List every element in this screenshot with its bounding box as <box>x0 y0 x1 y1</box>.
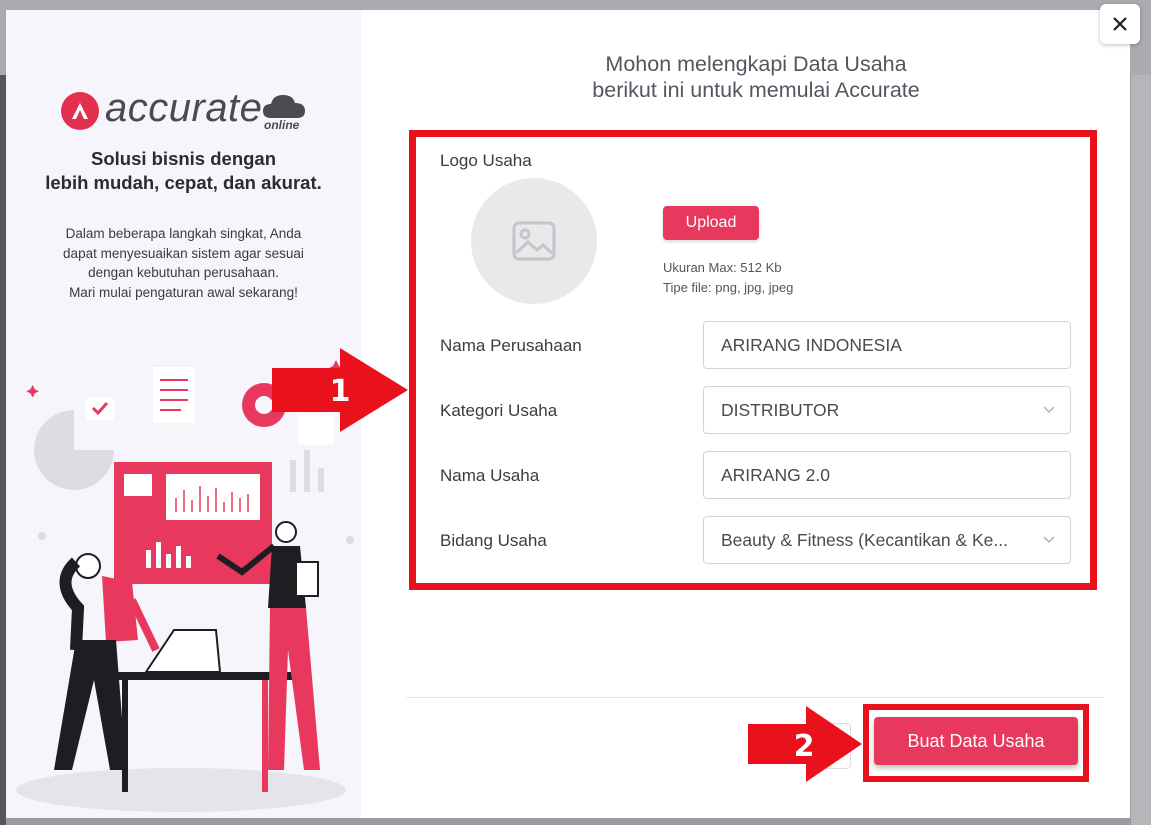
step-1-number: 1 <box>329 374 351 409</box>
background-right-panel <box>1131 75 1151 825</box>
company-name-input[interactable] <box>703 321 1071 369</box>
logo-placeholder[interactable] <box>471 178 597 304</box>
close-button[interactable] <box>1100 4 1140 44</box>
brand-subtitle: online <box>264 118 300 132</box>
cloud-icon <box>261 92 307 120</box>
upload-note <box>663 258 793 298</box>
footer-divider <box>406 697 1104 698</box>
business-category-label: Kategori Usaha <box>440 401 558 420</box>
desc-line-1: Dalam beberapa langkah singkat, Anda <box>65 226 302 241</box>
business-category-select[interactable] <box>703 386 1071 434</box>
intro-description <box>6 224 361 302</box>
modal-right-panel <box>361 10 1130 818</box>
chevron-down-icon <box>1042 402 1056 416</box>
desc-line-4: Mari mulai pengaturan awal sekarang! <box>69 284 298 300</box>
business-category-value: DISTRIBUTOR <box>721 399 840 420</box>
brand-logo <box>61 82 311 142</box>
business-name-label: Nama Usaha <box>440 466 540 485</box>
business-field-value: Beauty & Fitness (Kecantikan & Ke... <box>721 529 1008 550</box>
business-name-value: ARIRANG 2.0 <box>721 464 830 485</box>
upload-button[interactable]: Upload <box>663 206 759 240</box>
upload-max-size: Ukuran Max: 512 Kb <box>663 260 782 275</box>
step-2-arrow <box>746 704 864 784</box>
company-name-label: Nama Perusahaan <box>440 336 582 355</box>
chevron-down-icon <box>1042 532 1056 546</box>
business-field-label: Bidang Usaha <box>440 531 547 550</box>
close-icon <box>1112 16 1128 32</box>
accurate-logo-icon <box>61 92 99 130</box>
business-field-select[interactable] <box>703 516 1071 564</box>
title-line-1: Mohon melengkapi Data Usaha <box>605 52 907 76</box>
tagline-line-2: lebih mudah, cepat, dan akurat. <box>45 172 322 193</box>
brand-wordmark: accurate <box>105 86 263 130</box>
tagline <box>6 147 361 195</box>
tagline-line-1: Solusi bisnis dengan <box>90 148 277 169</box>
business-name-input[interactable] <box>703 451 1071 499</box>
logo-label: Logo Usaha <box>440 151 532 170</box>
step-2-number: 2 <box>793 729 815 764</box>
image-icon <box>511 220 557 262</box>
company-name-value: ARIRANG INDONESIA <box>721 334 902 355</box>
title-line-2: berikut ini untuk memulai Accurate <box>592 78 920 102</box>
upload-file-types: Tipe file: png, jpg, jpeg <box>663 280 794 295</box>
modal-title <box>361 51 1130 103</box>
desc-line-2: dapat menyesuaikan sistem agar sesuai <box>63 245 304 261</box>
setup-modal <box>6 10 1130 818</box>
desc-line-3: dengan kebutuhan perusahaan. <box>88 265 279 280</box>
create-business-data-button[interactable]: Buat Data Usaha <box>874 717 1078 765</box>
step-1-arrow <box>270 346 410 434</box>
